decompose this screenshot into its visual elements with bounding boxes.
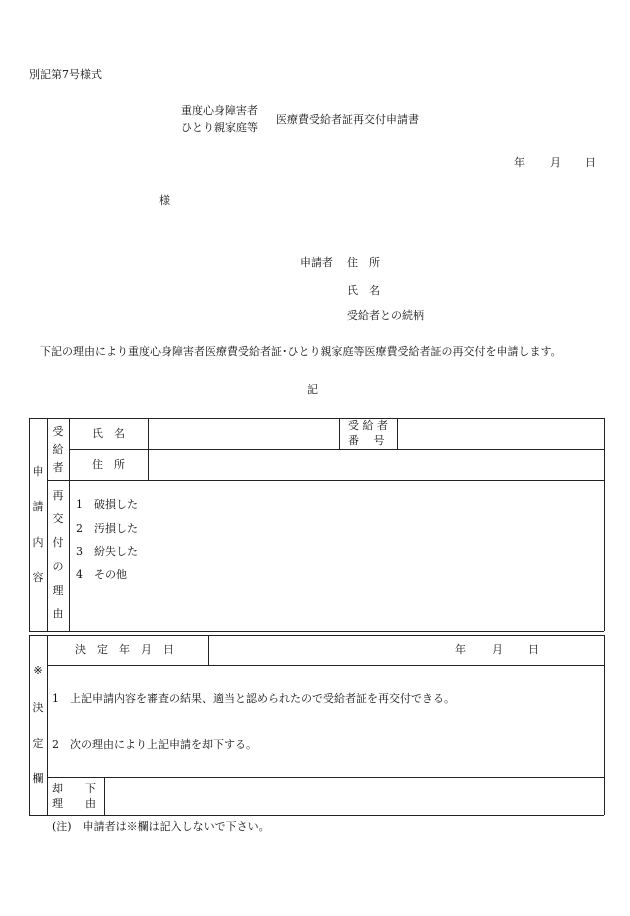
decision-char-2: 決 bbox=[32, 701, 44, 714]
decision-char-3: 定 bbox=[32, 737, 44, 750]
decision-char-4: 欄 bbox=[32, 772, 44, 785]
decision-date-divider bbox=[208, 635, 209, 665]
section-char-4: 容 bbox=[32, 571, 44, 584]
recipient-char-2: 給 bbox=[52, 443, 64, 456]
section-char-1: 申 bbox=[32, 465, 44, 478]
decision-date-year: 年 bbox=[455, 643, 466, 656]
decision-border-top bbox=[29, 635, 604, 636]
table-border-right bbox=[604, 418, 605, 631]
reason-char-1: 再 bbox=[52, 489, 64, 502]
section-char-3: 内 bbox=[32, 536, 44, 549]
form-title: 医療費受給者証再交付申請書 bbox=[276, 113, 419, 126]
reason-char-5: 理 bbox=[52, 584, 64, 597]
applicant-relationship-label: 受給者との続柄 bbox=[347, 309, 424, 322]
table-border-bottom bbox=[29, 631, 604, 632]
decision-date-label: 決 定 年 月 日 bbox=[75, 643, 174, 656]
recipient-address-label: 住 所 bbox=[92, 458, 125, 471]
footnote: (注) 申請者は※欄は記入しないで下さい。 bbox=[52, 820, 270, 833]
table-border-left bbox=[29, 418, 30, 631]
decision-divider-section bbox=[47, 635, 48, 815]
recipient-name-field[interactable] bbox=[149, 419, 339, 449]
decision-date-day: 日 bbox=[528, 643, 539, 656]
recipient-number-label-line1: 受 給 者 bbox=[348, 419, 388, 432]
applicant-address-label: 住 所 bbox=[347, 256, 380, 269]
reason-char-3: 付 bbox=[52, 536, 64, 549]
recipient-name-label: 氏 名 bbox=[92, 427, 125, 440]
applicant-label: 申請者 bbox=[300, 256, 333, 269]
number-label-divider-left bbox=[339, 418, 340, 449]
title-category-line1: 重度心身障害者 bbox=[181, 104, 258, 117]
recipient-number-field[interactable] bbox=[398, 419, 603, 449]
reason-char-2: 交 bbox=[52, 512, 64, 525]
reason-char-4: の bbox=[52, 560, 64, 573]
decision-date-month: 月 bbox=[492, 643, 503, 656]
decision-item-1: 1 上記申請内容を審査の結果、適当と認められたので受給者証を再交付できる。 bbox=[52, 692, 455, 705]
decision-char-1: ※ bbox=[33, 664, 43, 677]
recipient-number-label-line2: 番 号 bbox=[348, 434, 385, 447]
recipient-char-3: 者 bbox=[52, 461, 64, 474]
applicant-name-label: 氏 名 bbox=[347, 284, 380, 297]
reason-char-6: 由 bbox=[52, 607, 64, 620]
form-number: 別記第7号様式 bbox=[29, 68, 102, 81]
reject-reason-field[interactable] bbox=[105, 778, 603, 815]
application-statement: 下記の理由により重度心身障害者医療費受給者証･ひとり親家庭等医療費受給者証の再交付を申請します。 bbox=[40, 345, 562, 358]
row-divider-address bbox=[47, 480, 604, 481]
recipient-address-field[interactable] bbox=[149, 450, 603, 480]
decision-border-left bbox=[29, 635, 30, 815]
reject-reason-label-line2: 理 由 bbox=[52, 797, 96, 810]
reason-option-4[interactable]: 4 その他 bbox=[76, 568, 127, 581]
ki-heading: 記 bbox=[307, 383, 318, 396]
date-year-label: 年 bbox=[514, 156, 525, 169]
reason-option-3[interactable]: 3 紛失した bbox=[76, 545, 138, 558]
section-char-2: 請 bbox=[32, 500, 44, 513]
date-day-label: 日 bbox=[585, 156, 596, 169]
date-month-label: 月 bbox=[550, 156, 561, 169]
decision-item-2: 2 次の理由により上記申請を却下する。 bbox=[52, 738, 257, 751]
reason-option-1[interactable]: 1 破損した bbox=[76, 498, 138, 511]
decision-border-bottom bbox=[29, 815, 604, 816]
addressee-suffix: 様 bbox=[159, 194, 170, 207]
reject-reason-label-line1: 却 下 bbox=[52, 782, 96, 795]
table-divider-section bbox=[47, 418, 48, 631]
reason-option-2[interactable]: 2 汚損した bbox=[76, 522, 138, 535]
title-category-line2: ひとり親家庭等 bbox=[181, 121, 258, 134]
recipient-char-1: 受 bbox=[52, 425, 64, 438]
decision-row-divider-date bbox=[47, 665, 604, 666]
decision-border-right bbox=[604, 635, 605, 815]
